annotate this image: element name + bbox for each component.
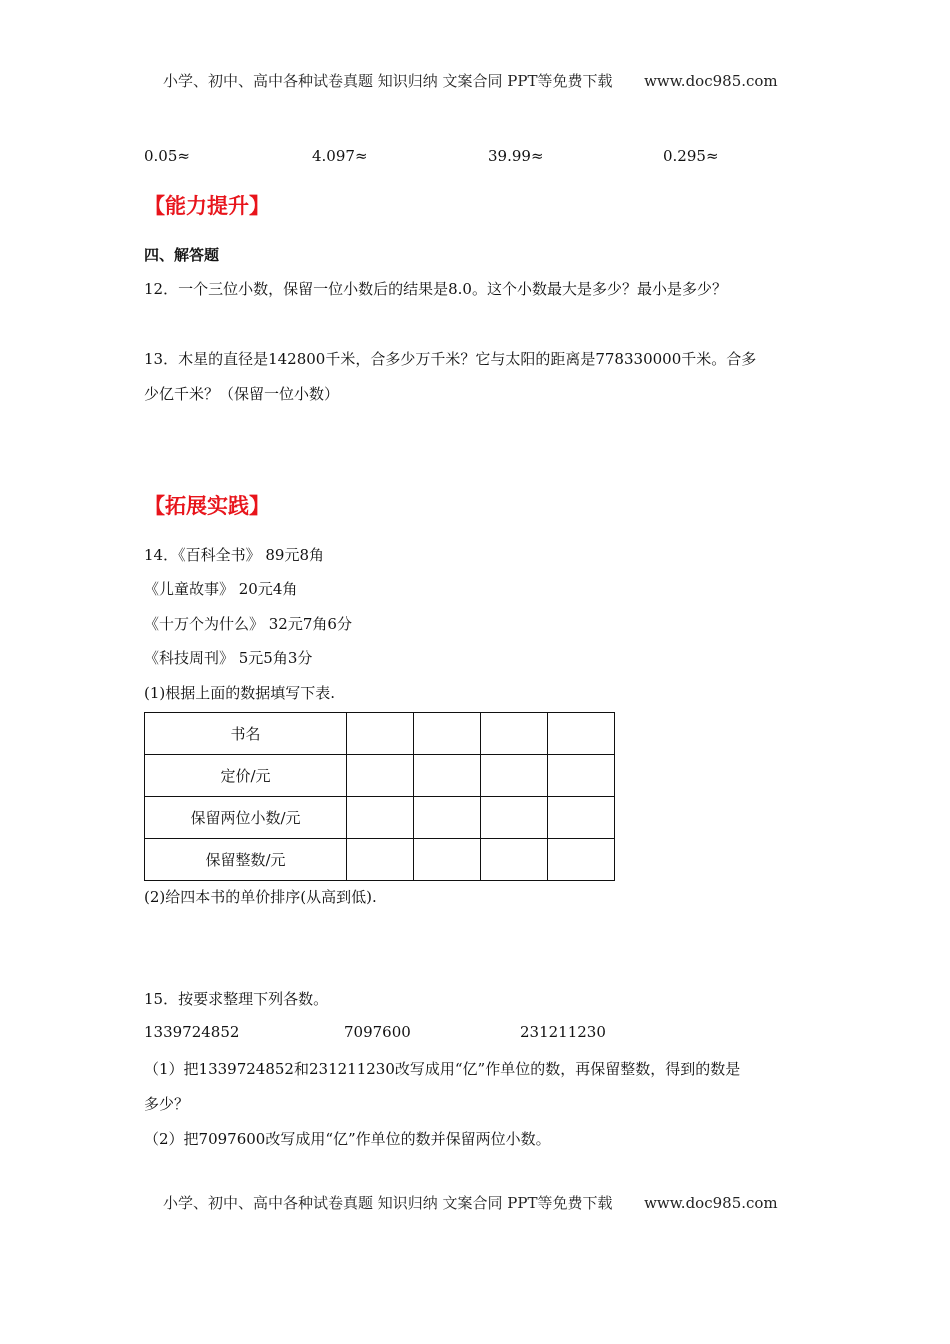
question-12: 12．一个三位小数，保留一位小数后的结果是8.0。这个小数最大是多少？最小是多少？ — [144, 280, 727, 298]
blank-cell[interactable] — [481, 755, 548, 797]
number-1: 1339724852 — [144, 1023, 240, 1041]
section-expand-heading: 【拓展实践】 — [144, 494, 270, 518]
page-header — [163, 70, 778, 91]
approx-item-1: 0.05≈ — [144, 147, 190, 165]
blank-cell[interactable] — [481, 713, 548, 755]
number-2: 7097600 — [344, 1023, 411, 1041]
row-label-two-decimals: 保留两位小数/元 — [145, 797, 347, 839]
approx-item-4: 0.295≈ — [663, 147, 719, 165]
blank-cell[interactable] — [414, 797, 481, 839]
table-row — [145, 755, 615, 797]
book-line: 14．《百科全书》 89元8角 — [144, 546, 324, 564]
approx-item-3: 39.99≈ — [488, 147, 544, 165]
blank-cell[interactable] — [347, 755, 414, 797]
question-15-part-1-line-1: （1）把1339724852和231211230改写成用“亿”作单位的数，再保留整数，得到的数是 — [144, 1060, 741, 1078]
blank-cell[interactable] — [548, 839, 615, 881]
header-text: 小学、初中、高中各种试卷真题 知识归纳 文案合同 PPT等免费下载 — [163, 72, 613, 90]
row-label-integer: 保留整数/元 — [145, 839, 347, 881]
row-label-book-name: 书名 — [145, 713, 347, 755]
footer-text: 小学、初中、高中各种试卷真题 知识归纳 文案合同 PPT等免费下载 — [163, 1194, 613, 1212]
header-site-link[interactable]: www.doc985.com — [644, 72, 778, 90]
question-13-line-1: 13．木星的直径是142800千米，合多少万千米？它与太阳的距离是778330000千米。合多 — [144, 350, 757, 368]
blank-cell[interactable] — [414, 713, 481, 755]
section-four-heading: 四、解答题 — [144, 246, 220, 264]
row-label-price: 定价/元 — [145, 755, 347, 797]
page-footer — [163, 1192, 778, 1213]
book-line: 《十万个为什么》 32元7角6分 — [144, 615, 352, 633]
blank-cell[interactable] — [548, 797, 615, 839]
blank-cell[interactable] — [347, 797, 414, 839]
question-13-line-2: 少亿千米？（保留一位小数） — [144, 385, 340, 403]
question-15-part-2: （2）把7097600改写成用“亿”作单位的数并保留两位小数。 — [144, 1130, 551, 1148]
section-ability-heading: 【能力提升】 — [144, 194, 270, 218]
approx-item-2: 4.097≈ — [312, 147, 368, 165]
table-row — [145, 797, 615, 839]
blank-cell[interactable] — [347, 713, 414, 755]
question-15-part-1-line-2: 多少？ — [144, 1095, 190, 1113]
footer-site-link[interactable]: www.doc985.com — [644, 1194, 778, 1212]
book-line: 《儿童故事》 20元4角 — [144, 580, 298, 598]
blank-cell[interactable] — [347, 839, 414, 881]
number-3: 231211230 — [520, 1023, 606, 1041]
table-row — [145, 713, 615, 755]
fill-in-table — [144, 712, 615, 881]
question-14-part-2: (2)给四本书的单价排序(从高到低). — [144, 888, 377, 906]
blank-cell[interactable] — [481, 839, 548, 881]
table-row — [145, 839, 615, 881]
blank-cell[interactable] — [414, 755, 481, 797]
blank-cell[interactable] — [548, 713, 615, 755]
blank-cell[interactable] — [481, 797, 548, 839]
blank-cell[interactable] — [548, 755, 615, 797]
blank-cell[interactable] — [414, 839, 481, 881]
question-15-title: 15．按要求整理下列各数。 — [144, 990, 329, 1008]
book-line: 《科技周刊》 5元5角3分 — [144, 649, 313, 667]
question-14-part-1: (1)根据上面的数据填写下表. — [144, 684, 336, 702]
